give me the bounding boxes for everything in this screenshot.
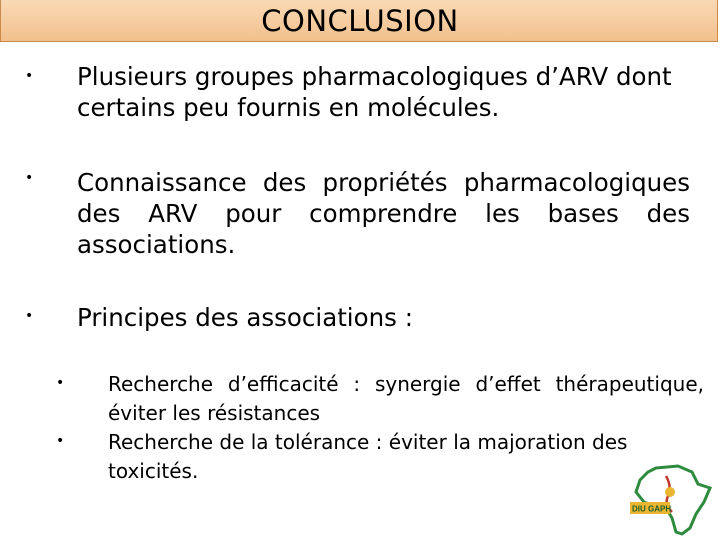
slide-title: CONCLUSION (261, 4, 459, 38)
bullet-marker: • (25, 308, 34, 324)
bullet-point-2: Connaissance des propriétés pharmacologiques des ARV pour comprendre les bases des associations. (77, 168, 690, 259)
sub-bullet-marker: • (56, 375, 65, 391)
bullet-point-3: Principes des associations : (77, 303, 413, 332)
diu-gaph-logo (626, 462, 716, 538)
sub-point-2: Recherche de la tolérance : éviter la majoration des toxicités. (108, 430, 628, 483)
logo-text: DIU GAPH (632, 504, 672, 514)
bullet-marker: • (25, 170, 34, 186)
sub-point-1: Recherche d’efficacité : synergie d’effet thérapeutique, éviter les résistances (108, 372, 704, 425)
bullet-marker: • (25, 68, 34, 84)
sub-bullet-marker: • (56, 433, 65, 449)
bullet-point-1: Plusieurs groupes pharmacologiques d’ARV dont certains peu fournis en molécules. (77, 62, 672, 122)
